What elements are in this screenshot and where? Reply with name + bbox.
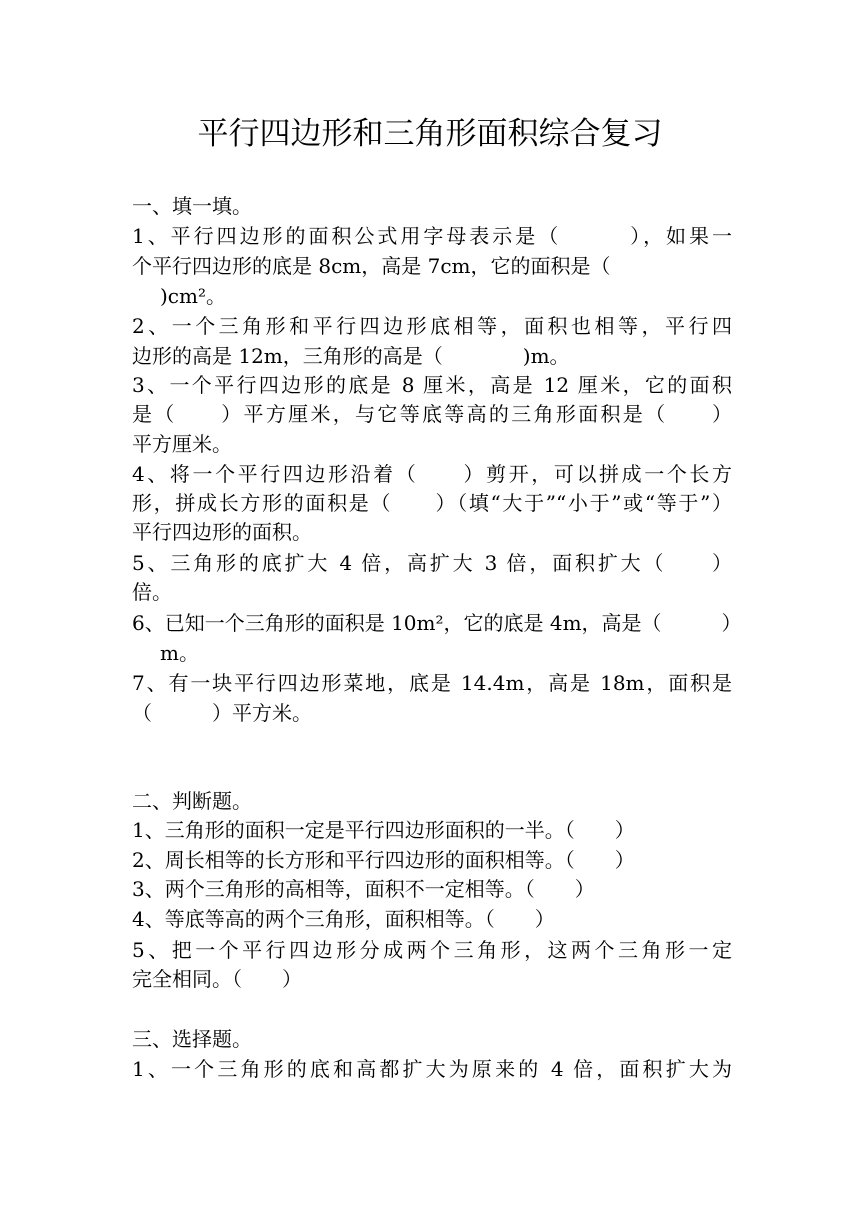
question-line: 3、两个三角形的高相等，面积不一定相等。（ ） (132, 877, 595, 901)
question-line: 2、周长相等的长方形和平行四边形的面积相等。（ ） (132, 848, 635, 872)
question-line: )cm²。 (160, 284, 226, 308)
question-line: 完全相同。（ ） (132, 967, 302, 991)
question-line: （ ）平方米。 (132, 701, 312, 725)
question-line: 1、三角形的面积一定是平行四边形面积的一半。（ ） (132, 818, 635, 842)
question-line: 7、有一块平行四边形菜地，底是 14.4m，高是 18m，面积是 (132, 671, 732, 695)
question-line: 形，拼成长方形的面积是（ ）（填“大于”“小于”或“等于”） (132, 491, 732, 515)
question-line: 2、一个三角形和平行四边形底相等，面积也相等，平行四 (132, 314, 732, 338)
question-line: 6、已知一个三角形的面积是 10m²，它的底是 4m，高是（ ） (132, 611, 742, 635)
question-line: 是（ ）平方厘米，与它等底等高的三角形面积是（ ） (132, 402, 732, 426)
section-heading: 二、判断题。 (132, 789, 252, 813)
question-line: 1、一个三角形的底和高都扩大为原来的 4 倍，面积扩大为 (132, 1057, 732, 1081)
question-line: 3、一个平行四边形的底是 8 厘米，高是 12 厘米，它的面积 (132, 373, 732, 397)
question-line: m。 (160, 641, 199, 665)
section-heading: 一、填一填。 (132, 194, 252, 218)
question-line: 边形的高是 12m，三角形的高是（ )m。 (132, 344, 570, 368)
question-line: 4、将一个平行四边形沿着（ ）剪开，可以拼成一个长方 (132, 462, 732, 486)
question-line: 个平行四边形的底是 8cm，高是 7cm，它的面积是（ (132, 254, 611, 278)
question-line: 平方厘米。 (132, 432, 232, 456)
page-title: 平行四边形和三角形面积综合复习 (197, 116, 663, 152)
question-line: 5、三角形的底扩大 4 倍，高扩大 3 倍，面积扩大（ ） (132, 551, 732, 575)
question-line: 1、平行四边形的面积公式用字母表示是（ ），如果一 (132, 224, 732, 248)
question-line: 倍。 (132, 580, 172, 604)
question-line: 5、把一个平行四边形分成两个三角形，这两个三角形一定 (132, 938, 732, 962)
question-line: 4、等底等高的两个三角形，面积相等。（ ） (132, 907, 555, 931)
question-line: 平行四边形的面积。 (132, 520, 312, 544)
section-heading: 三、选择题。 (132, 1027, 252, 1051)
